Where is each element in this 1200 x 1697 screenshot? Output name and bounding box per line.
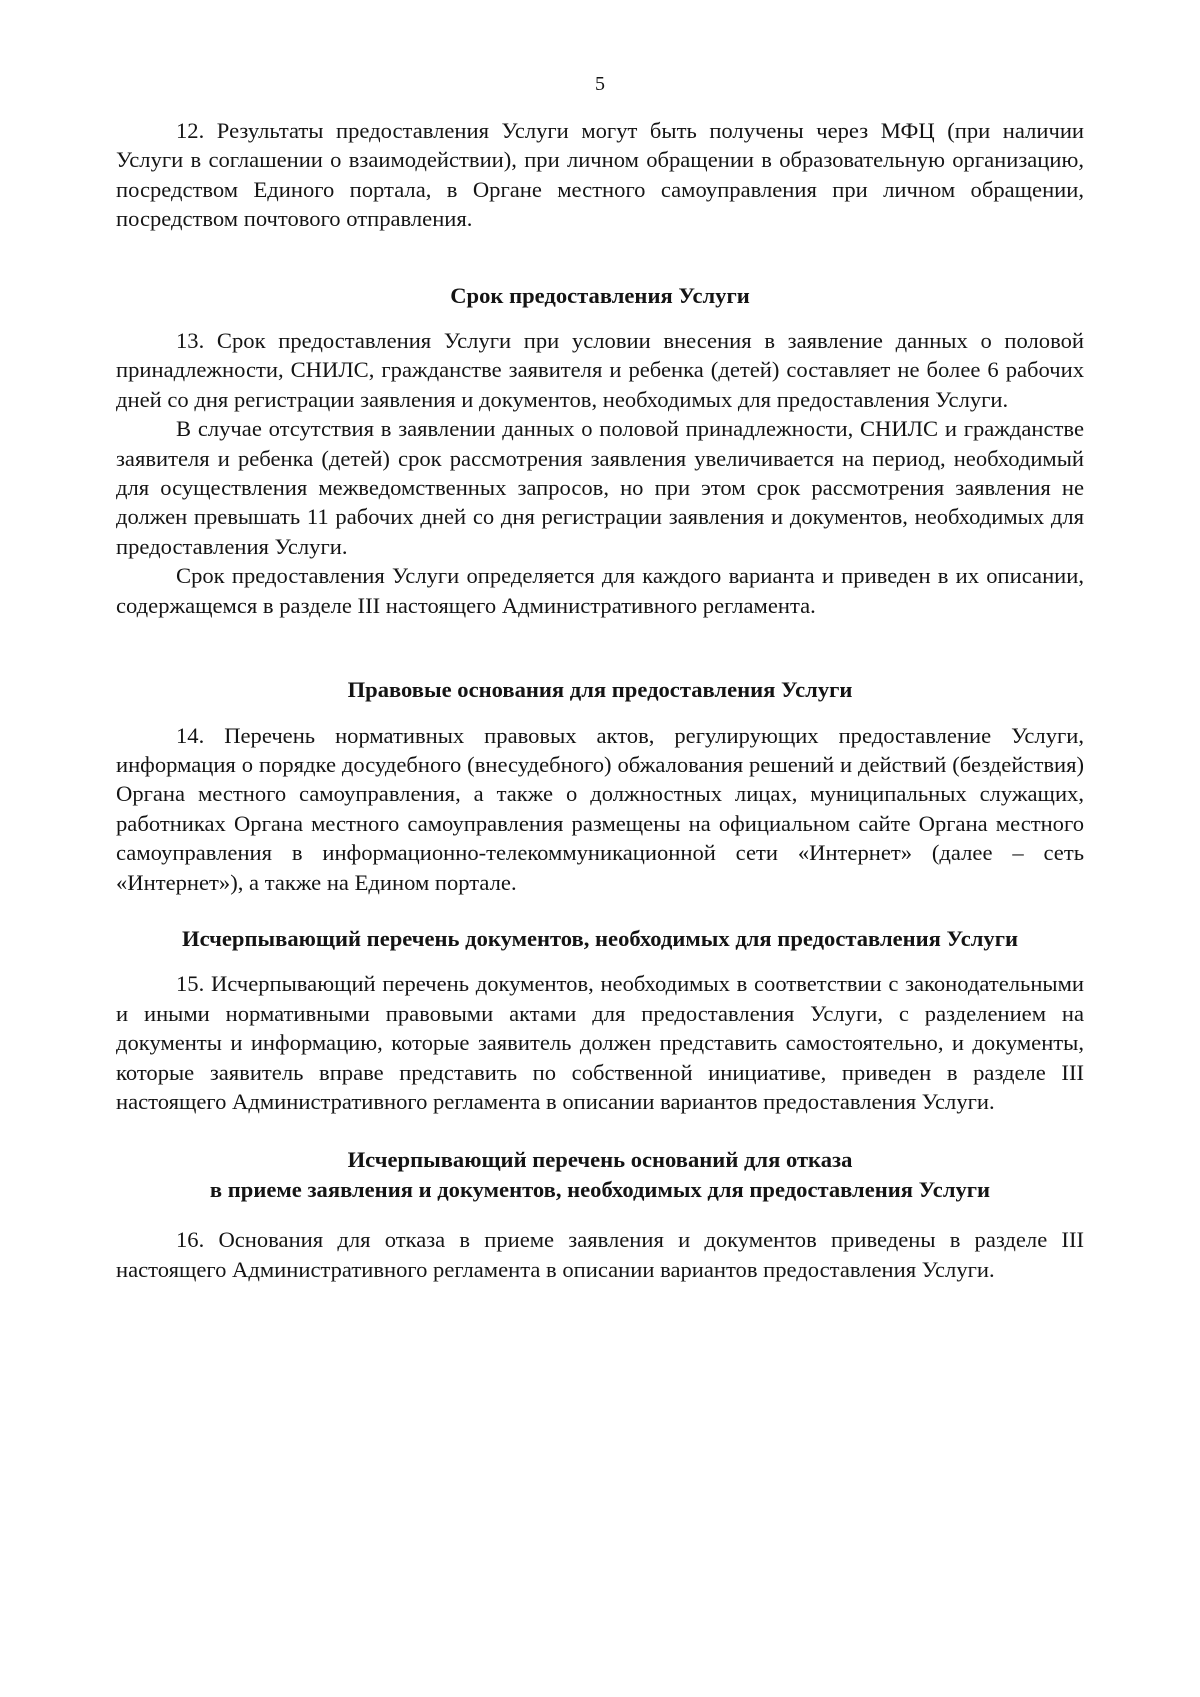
page-number: 5 xyxy=(595,73,605,95)
heading-refusal-grounds-line-2: в приеме заявления и документов, необходимых для предоставления Услуги xyxy=(209,1176,991,1202)
heading-refusal-grounds xyxy=(116,1145,1084,1204)
heading-legal-grounds: Правовые основания для предоставления Услуги xyxy=(347,677,853,703)
paragraph-14: 14. Перечень нормативных правовых актов, регулирующих предоставление Услуги, информация о порядке досудебного (внесудебного) обжалования решений и действий (бездействия) Органа местного самоуправления, а также о должностных лицах, муниципальных служащих, работниках Органа местного самоуправления размещены на официальном сайте Органа местного самоуправления в информационно-телекоммуникационной сети «Интернет» (далее – сеть «Интернет»), а также на Едином портале. xyxy=(116,722,1084,895)
paragraph-12: 12. Результаты предоставления Услуги могут быть получены через МФЦ (при наличии Услуги в соглашении о взаимодействии), при личном обращении в образовательную организацию, посредством Единого портала, в Органе местного самоуправления при личном обращении, посредством почтового отправления. xyxy=(116,118,1084,232)
heading-service-term: Срок предоставления Услуги xyxy=(450,282,750,308)
document-body xyxy=(116,116,1084,1284)
paragraph-13-variant-term: Срок предоставления Услуги определяется для каждого варианта и приведен в их описании, содержащемся в разделе III настоящего Административного регламента. xyxy=(116,563,1084,618)
paragraph-13: 13. Срок предоставления Услуги при условии внесения в заявление данных о половой принадлежности, СНИЛС, гражданстве заявителя и ребенка (детей) составляет не более 6 рабочих дней со дня регистрации заявления и документов, необходимых для предоставления Услуги. xyxy=(116,328,1084,412)
paragraph-13-absence-of-data: В случае отсутствия в заявлении данных о половой принадлежности, СНИЛС и гражданстве заявителя и ребенка (детей) срок рассмотрения заявления увеличивается на период, необходимый для осуществления межведомственных запросов, но при этом срок рассмотрения заявления не должен превышать 11 рабочих дней со дня регистрации заявления и документов, необходимых для предоставления Услуги. xyxy=(116,416,1084,559)
heading-documents-list: Исчерпывающий перечень документов, необходимых для предоставления Услуги xyxy=(182,925,1018,951)
heading-refusal-grounds-line-1: Исчерпывающий перечень оснований для отказа xyxy=(347,1147,853,1173)
paragraph-15: 15. Исчерпывающий перечень документов, необходимых в соответствии с законодательными и иными нормативными правовыми актами для предоставления Услуги, с разделением на документы и информацию, которые заявитель должен представить самостоятельно, и документы, которые заявитель вправе представить по собственной инициативе, приведен в разделе III настоящего Административного регламента в описании вариантов предоставления Услуги. xyxy=(116,971,1084,1114)
paragraph-16: 16. Основания для отказа в приеме заявления и документов приведены в разделе III настоящего Административного регламента в описании вариантов предоставления Услуги. xyxy=(116,1227,1084,1282)
